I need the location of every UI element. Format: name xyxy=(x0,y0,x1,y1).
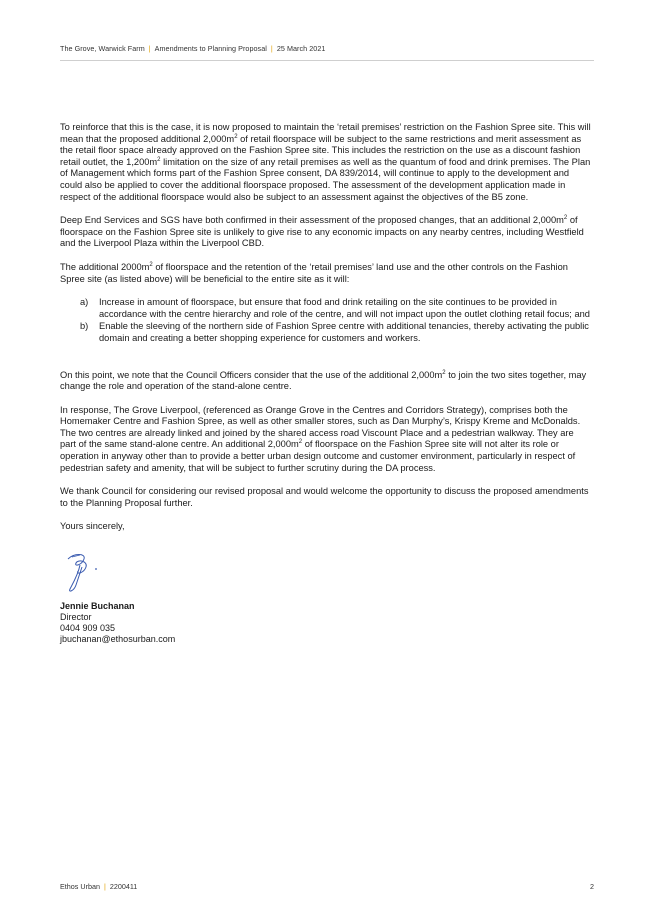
signatory-block xyxy=(60,601,592,645)
header-divider xyxy=(60,60,594,61)
header-project: The Grove, Warwick Farm xyxy=(60,44,145,53)
list-item xyxy=(60,297,592,320)
letter-body xyxy=(60,122,592,645)
footer-ref: 2200411 xyxy=(109,882,138,891)
page-number: 2 xyxy=(590,882,594,891)
paragraph-retail-restriction: To reinforce that this is the case, it is now proposed to maintain the ‘retail premises’ restriction on the Fashion Spree site. This will mean that the proposed additional $2,000m^2$ of retail floorspace will be subject to the same restrictions and merit assessment as the retail floor space already approved on the Fashion Spree site. This includes the restriction on the use as a discount fashion retail outlet, the $1,200m^2$ limitation on the size of any retail premises as well as the quantum of food and drink premises. The Plan of Management which forms part of the Fashion Spree consent, DA 839/2014, will continue to apply to the development and could also be applied to cover the additional floorspace proposed. The assessment of the development application made in respect of the additional floorspace would also be subject to an assessment against the objectives of the B5 zone. xyxy=(60,122,591,202)
paragraph-economic-impact: Deep End Services and SGS have both confirmed in their assessment of the proposed changes, that an additional $2,000m^2$ of floorspace on the Fashion Spree site is unlikely to give rise to any economic impacts on any nearby centres, including Westfield and the Liverpool Plaza within the Liverpool CBD. xyxy=(60,215,584,249)
footer-company: Ethos Urban xyxy=(60,882,100,891)
benefits-list xyxy=(60,297,592,344)
header-separator: | xyxy=(270,44,273,53)
list-marker: a) xyxy=(80,297,89,308)
paragraph-thanks: We thank Council for considering our revised proposal and would welcome the opportunity to discuss the proposed amendments to the Planning Proposal further. xyxy=(60,486,589,508)
handwritten-signature xyxy=(62,545,122,593)
closing-salutation: Yours sincerely, xyxy=(60,521,125,532)
header-title: Amendments to Planning Proposal xyxy=(154,44,267,53)
page-footer xyxy=(60,882,594,891)
paragraph-council-officers: On this point, we note that the Council Officers consider that the use of the additional $2,000m^2$ to join the two sites together, may change the role and operation of the stand-alone centre. xyxy=(60,369,587,392)
footer-left xyxy=(60,882,137,891)
signatory-phone: 0404 909 035 xyxy=(60,622,116,633)
header-separator: | xyxy=(148,44,151,53)
page-header xyxy=(60,44,594,53)
list-item xyxy=(60,321,592,344)
list-item-text: Increase in amount of floorspace, but ensure that food and drink retailing on the site continues to be provided in accordance with the centre hierarchy and role of the centre, and will not impact upon the outlet clothing retail focus; and xyxy=(99,297,590,319)
paragraph-benefits: The additional $2000m^2$ of floorspace and the retention of the ‘retail premises’ land use and the other controls on the Fashion Spree site (as listed above) will be beneficial to the entire site as it will: xyxy=(60,261,568,284)
signature-area xyxy=(60,521,592,644)
list-marker: b) xyxy=(80,321,89,332)
signatory-name: Jennie Buchanan xyxy=(60,600,135,611)
list-item-text: Enable the sleeving of the northern side of Fashion Spree centre with additional tenancies, thereby activating the public domain and creating a better shopping experience for customers and workers. xyxy=(99,321,589,343)
footer-separator: | xyxy=(103,882,106,891)
signatory-email: jbuchanan@ethosurban.com xyxy=(60,633,176,644)
signatory-title: Director xyxy=(60,611,92,622)
header-date: 25 March 2021 xyxy=(276,44,326,53)
paragraph-response: In response, The Grove Liverpool, (referenced as Orange Grove in the Centres and Corridors Strategy), comprises both the Homemaker Centre and Fashion Spree, as well as other smaller stores, such as Dan Murphy’s, Krispy Kreme and McDonalds. The two centres are already linked and joined by the shared access road Viscount Place and a pedestrian walkway. They are part of the same stand-alone centre. An additional $2,000m^2$ of floorspace on the Fashion Spree site will not alter its role or operation in anyway other than to provide a better urban design outcome and customer environment, particularly in respect of pedestrian safety and amenity, that will be subject to further scrutiny during the DA process. xyxy=(60,404,581,473)
